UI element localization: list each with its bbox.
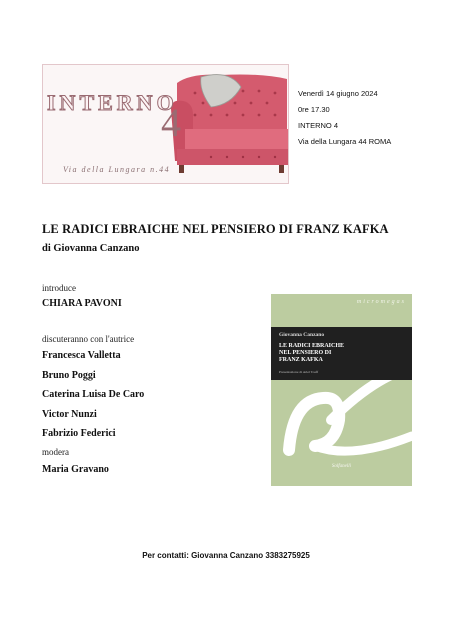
- book-intro: Presentazione di Ariel Toaff: [279, 370, 319, 374]
- introducer-name: CHIARA PAVONI: [42, 298, 122, 309]
- book-title-line: NEL PENSIERO DI: [279, 350, 332, 356]
- speaker-name: Bruno Poggi: [42, 370, 96, 381]
- book-cover: [271, 294, 412, 486]
- discussion-label: discuteranno con l'autrice: [42, 334, 135, 344]
- introduction-label: introduce: [42, 283, 76, 293]
- event-details: [298, 86, 391, 150]
- venue-logo: [42, 64, 289, 184]
- talk-author: di Giovanna Canzano: [42, 243, 140, 254]
- book-title-line: FRANZ KAFKA: [279, 357, 323, 363]
- moderation-label: modera: [42, 447, 69, 457]
- book-publisher: Solfanelli: [331, 464, 352, 469]
- logo-address: Via della Lungara n.44: [63, 165, 171, 174]
- sofa-illustration: [171, 69, 289, 181]
- contact-info: Per contatti: Giovanna Canzano 3383275925: [142, 551, 310, 560]
- event-time: 0re 17.30: [298, 105, 330, 114]
- book-title-line: LE RADICI EBRAICHE: [279, 343, 345, 349]
- event-venue: INTERNO 4: [298, 121, 339, 130]
- talk-title: LE RADICI EBRAICHE NEL PENSIERO DI FRANZ KAFKA: [42, 222, 389, 236]
- logo-number: 4: [161, 100, 181, 145]
- speaker-name: Francesca Valletta: [42, 350, 121, 361]
- speaker-name: Fabrizio Federici: [42, 428, 116, 439]
- book-title: [279, 343, 409, 364]
- event-date: Venerdì 14 giugno 2024: [298, 89, 378, 98]
- logo-name: INTERNO: [47, 90, 178, 115]
- moderator-name: Maria Gravano: [42, 464, 109, 475]
- book-author: Giovanna Canzano: [279, 332, 325, 338]
- speaker-name: Caterina Luisa De Caro: [42, 389, 145, 400]
- book-series: micromegas: [356, 299, 406, 305]
- speaker-name: Victor Nunzi: [42, 409, 97, 420]
- event-address: Via della Lungara 44 ROMA: [298, 137, 392, 146]
- book-decoration: [271, 380, 412, 486]
